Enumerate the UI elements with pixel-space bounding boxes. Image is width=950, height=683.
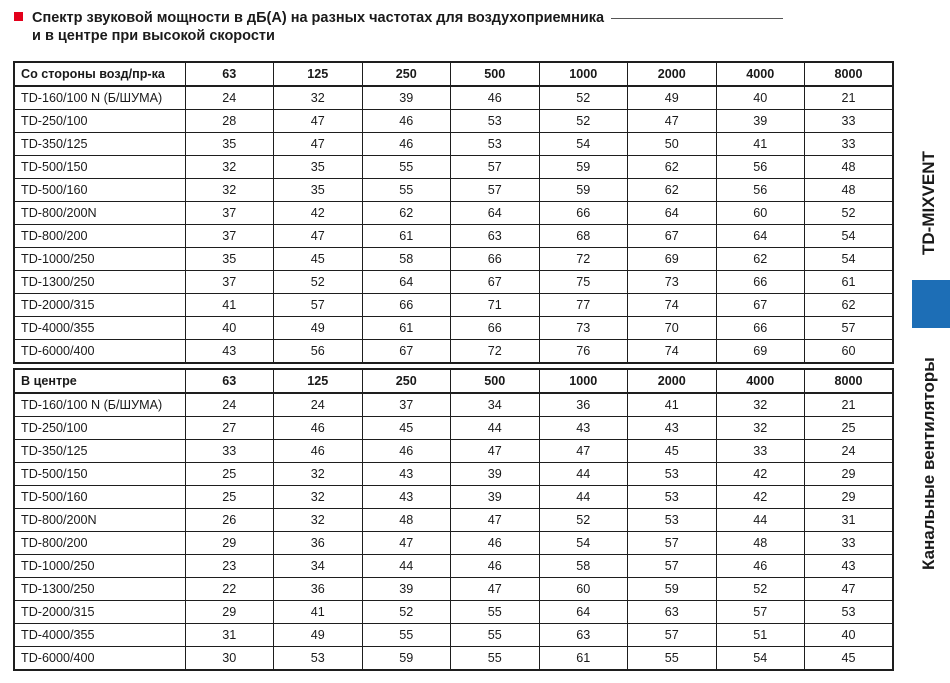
value-cell: 57: [451, 179, 540, 202]
table-row: [14, 86, 893, 110]
header-label: Со стороны возд/пр-ка: [14, 62, 185, 86]
model-cell: TD-500/160: [14, 486, 185, 509]
value-cell: 63: [451, 225, 540, 248]
value-cell: 55: [451, 601, 540, 624]
table-row: [14, 486, 893, 509]
frequency-header: 8000: [805, 369, 894, 393]
value-cell: 47: [274, 110, 363, 133]
value-cell: 55: [362, 179, 451, 202]
value-cell: 67: [362, 340, 451, 364]
table-row: [14, 110, 893, 133]
value-cell: 73: [628, 271, 717, 294]
value-cell: 40: [805, 624, 894, 647]
value-cell: 61: [362, 317, 451, 340]
value-cell: 55: [451, 624, 540, 647]
table-row: [14, 578, 893, 601]
value-cell: 69: [716, 340, 805, 364]
value-cell: 44: [451, 417, 540, 440]
value-cell: 23: [185, 555, 274, 578]
value-cell: 42: [716, 486, 805, 509]
value-cell: 32: [716, 417, 805, 440]
value-cell: 33: [716, 440, 805, 463]
value-cell: 41: [716, 133, 805, 156]
value-cell: 66: [716, 317, 805, 340]
value-cell: 47: [451, 440, 540, 463]
value-cell: 61: [805, 271, 894, 294]
value-cell: 63: [628, 601, 717, 624]
table-row: [14, 133, 893, 156]
value-cell: 33: [805, 133, 894, 156]
frequency-header: 250: [362, 62, 451, 86]
value-cell: 45: [805, 647, 894, 671]
value-cell: 27: [185, 417, 274, 440]
value-cell: 68: [539, 225, 628, 248]
value-cell: 61: [362, 225, 451, 248]
value-cell: 59: [628, 578, 717, 601]
value-cell: 66: [362, 294, 451, 317]
value-cell: 59: [362, 647, 451, 671]
value-cell: 29: [185, 601, 274, 624]
frequency-header: 1000: [539, 369, 628, 393]
value-cell: 67: [628, 225, 717, 248]
model-cell: TD-350/125: [14, 133, 185, 156]
value-cell: 37: [185, 202, 274, 225]
title-line-2: и в центре при высокой скорости: [32, 28, 275, 44]
value-cell: 57: [805, 317, 894, 340]
frequency-header: 4000: [716, 62, 805, 86]
value-cell: 35: [185, 248, 274, 271]
value-cell: 64: [539, 601, 628, 624]
value-cell: 42: [716, 463, 805, 486]
value-cell: 50: [628, 133, 717, 156]
value-cell: 34: [274, 555, 363, 578]
value-cell: 25: [805, 417, 894, 440]
value-cell: 72: [539, 248, 628, 271]
value-cell: 58: [539, 555, 628, 578]
value-cell: 63: [539, 624, 628, 647]
table-row: [14, 532, 893, 555]
value-cell: 43: [185, 340, 274, 364]
value-cell: 46: [451, 555, 540, 578]
section-tab-marker: [912, 280, 950, 328]
value-cell: 45: [362, 417, 451, 440]
value-cell: 77: [539, 294, 628, 317]
value-cell: 55: [362, 156, 451, 179]
value-cell: 74: [628, 294, 717, 317]
value-cell: 67: [716, 294, 805, 317]
table-row: [14, 393, 893, 417]
model-cell: TD-500/150: [14, 156, 185, 179]
value-cell: 35: [274, 179, 363, 202]
value-cell: 43: [539, 417, 628, 440]
value-cell: 37: [185, 225, 274, 248]
value-cell: 60: [716, 202, 805, 225]
value-cell: 24: [274, 393, 363, 417]
value-cell: 59: [539, 156, 628, 179]
value-cell: 60: [539, 578, 628, 601]
side-index: [908, 0, 950, 683]
value-cell: 45: [274, 248, 363, 271]
value-cell: 22: [185, 578, 274, 601]
value-cell: 53: [628, 509, 717, 532]
value-cell: 62: [628, 179, 717, 202]
value-cell: 35: [185, 133, 274, 156]
value-cell: 76: [539, 340, 628, 364]
value-cell: 54: [805, 225, 894, 248]
value-cell: 57: [716, 601, 805, 624]
model-cell: TD-160/100 N (Б/ШУМА): [14, 86, 185, 110]
value-cell: 52: [539, 110, 628, 133]
value-cell: 43: [628, 417, 717, 440]
model-cell: TD-250/100: [14, 110, 185, 133]
value-cell: 48: [805, 179, 894, 202]
value-cell: 26: [185, 509, 274, 532]
value-cell: 44: [539, 486, 628, 509]
category-label: Канальные вентиляторы: [919, 357, 938, 571]
table-row: [14, 202, 893, 225]
value-cell: 21: [805, 393, 894, 417]
spectrum-table-intake: [13, 61, 894, 364]
value-cell: 64: [716, 225, 805, 248]
value-cell: 62: [805, 294, 894, 317]
value-cell: 71: [451, 294, 540, 317]
value-cell: 66: [539, 202, 628, 225]
model-cell: TD-500/160: [14, 179, 185, 202]
value-cell: 56: [716, 156, 805, 179]
value-cell: 39: [362, 86, 451, 110]
frequency-header: 2000: [628, 369, 717, 393]
value-cell: 48: [362, 509, 451, 532]
spectrum-table-center: [13, 368, 894, 671]
value-cell: 43: [362, 463, 451, 486]
value-cell: 25: [185, 486, 274, 509]
value-cell: 45: [628, 440, 717, 463]
value-cell: 24: [185, 393, 274, 417]
value-cell: 37: [362, 393, 451, 417]
table-row: [14, 463, 893, 486]
value-cell: 46: [362, 110, 451, 133]
value-cell: 35: [274, 156, 363, 179]
value-cell: 33: [805, 532, 894, 555]
frequency-header: 4000: [716, 369, 805, 393]
model-cell: TD-2000/315: [14, 294, 185, 317]
value-cell: 34: [451, 393, 540, 417]
value-cell: 72: [451, 340, 540, 364]
table-header-row: [14, 62, 893, 86]
value-cell: 29: [805, 486, 894, 509]
value-cell: 44: [362, 555, 451, 578]
frequency-header: 125: [274, 369, 363, 393]
value-cell: 42: [274, 202, 363, 225]
value-cell: 70: [628, 317, 717, 340]
value-cell: 46: [274, 417, 363, 440]
table-row: [14, 440, 893, 463]
value-cell: 66: [451, 248, 540, 271]
value-cell: 30: [185, 647, 274, 671]
value-cell: 24: [185, 86, 274, 110]
value-cell: 25: [185, 463, 274, 486]
value-cell: 47: [451, 509, 540, 532]
value-cell: 54: [716, 647, 805, 671]
value-cell: 40: [716, 86, 805, 110]
series-label: TD-MIXVENT: [919, 151, 938, 255]
value-cell: 64: [451, 202, 540, 225]
table-row: [14, 509, 893, 532]
value-cell: 48: [805, 156, 894, 179]
value-cell: 52: [539, 86, 628, 110]
table-row: [14, 624, 893, 647]
value-cell: 39: [362, 578, 451, 601]
model-cell: TD-4000/355: [14, 624, 185, 647]
value-cell: 46: [362, 440, 451, 463]
model-cell: TD-250/100: [14, 417, 185, 440]
value-cell: 32: [274, 486, 363, 509]
frequency-header: 2000: [628, 62, 717, 86]
value-cell: 55: [628, 647, 717, 671]
value-cell: 54: [805, 248, 894, 271]
value-cell: 44: [716, 509, 805, 532]
value-cell: 40: [185, 317, 274, 340]
value-cell: 37: [185, 271, 274, 294]
model-cell: TD-6000/400: [14, 340, 185, 364]
model-cell: TD-6000/400: [14, 647, 185, 671]
table-row: [14, 225, 893, 248]
table-row: [14, 294, 893, 317]
value-cell: 49: [628, 86, 717, 110]
value-cell: 55: [451, 647, 540, 671]
model-cell: TD-800/200N: [14, 202, 185, 225]
value-cell: 46: [451, 532, 540, 555]
frequency-header: 8000: [805, 62, 894, 86]
value-cell: 41: [274, 601, 363, 624]
value-cell: 67: [451, 271, 540, 294]
value-cell: 60: [805, 340, 894, 364]
value-cell: 53: [628, 486, 717, 509]
page-title: [14, 9, 894, 45]
value-cell: 29: [185, 532, 274, 555]
model-cell: TD-800/200: [14, 225, 185, 248]
value-cell: 57: [628, 555, 717, 578]
value-cell: 43: [805, 555, 894, 578]
value-cell: 54: [539, 133, 628, 156]
table-row: [14, 179, 893, 202]
value-cell: 52: [274, 271, 363, 294]
value-cell: 57: [274, 294, 363, 317]
value-cell: 33: [185, 440, 274, 463]
value-cell: 32: [274, 86, 363, 110]
value-cell: 57: [451, 156, 540, 179]
value-cell: 28: [185, 110, 274, 133]
title-line-1: Спектр звуковой мощности в дБ(А) на разных частотах для воздухоприемника: [14, 9, 894, 27]
value-cell: 36: [274, 578, 363, 601]
value-cell: 52: [716, 578, 805, 601]
value-cell: 24: [805, 440, 894, 463]
value-cell: 52: [539, 509, 628, 532]
value-cell: 33: [805, 110, 894, 133]
value-cell: 39: [451, 463, 540, 486]
value-cell: 64: [362, 271, 451, 294]
model-cell: TD-800/200: [14, 532, 185, 555]
value-cell: 32: [274, 463, 363, 486]
value-cell: 57: [628, 532, 717, 555]
red-square-icon: [14, 12, 23, 21]
value-cell: 51: [716, 624, 805, 647]
value-cell: 49: [274, 624, 363, 647]
value-cell: 66: [716, 271, 805, 294]
table-row: [14, 555, 893, 578]
value-cell: 47: [539, 440, 628, 463]
value-cell: 53: [451, 110, 540, 133]
table-row: [14, 248, 893, 271]
table-row: [14, 340, 893, 364]
value-cell: 47: [274, 225, 363, 248]
value-cell: 36: [539, 393, 628, 417]
value-cell: 53: [805, 601, 894, 624]
value-cell: 47: [274, 133, 363, 156]
model-cell: TD-1000/250: [14, 248, 185, 271]
frequency-header: 1000: [539, 62, 628, 86]
value-cell: 49: [274, 317, 363, 340]
value-cell: 39: [451, 486, 540, 509]
value-cell: 32: [185, 179, 274, 202]
frequency-header: 500: [451, 62, 540, 86]
value-cell: 53: [628, 463, 717, 486]
value-cell: 39: [716, 110, 805, 133]
value-cell: 66: [451, 317, 540, 340]
value-cell: 57: [628, 624, 717, 647]
value-cell: 43: [362, 486, 451, 509]
value-cell: 61: [539, 647, 628, 671]
model-cell: TD-1300/250: [14, 271, 185, 294]
value-cell: 32: [274, 509, 363, 532]
value-cell: 54: [539, 532, 628, 555]
value-cell: 32: [185, 156, 274, 179]
value-cell: 55: [362, 624, 451, 647]
table-row: [14, 417, 893, 440]
table-row: [14, 647, 893, 671]
frequency-header: 250: [362, 369, 451, 393]
value-cell: 75: [539, 271, 628, 294]
header-label: В центре: [14, 369, 185, 393]
table-row: [14, 317, 893, 340]
value-cell: 62: [362, 202, 451, 225]
value-cell: 58: [362, 248, 451, 271]
frequency-header: 63: [185, 369, 274, 393]
value-cell: 21: [805, 86, 894, 110]
value-cell: 41: [628, 393, 717, 417]
value-cell: 36: [274, 532, 363, 555]
model-cell: TD-2000/315: [14, 601, 185, 624]
model-cell: TD-350/125: [14, 440, 185, 463]
value-cell: 31: [805, 509, 894, 532]
value-cell: 47: [628, 110, 717, 133]
value-cell: 62: [716, 248, 805, 271]
value-cell: 64: [628, 202, 717, 225]
value-cell: 53: [274, 647, 363, 671]
model-cell: TD-500/150: [14, 463, 185, 486]
table-header-row: [14, 369, 893, 393]
model-cell: TD-1000/250: [14, 555, 185, 578]
frequency-header: 125: [274, 62, 363, 86]
value-cell: 69: [628, 248, 717, 271]
value-cell: 74: [628, 340, 717, 364]
value-cell: 73: [539, 317, 628, 340]
table-row: [14, 271, 893, 294]
frequency-header: 63: [185, 62, 274, 86]
value-cell: 59: [539, 179, 628, 202]
value-cell: 46: [451, 86, 540, 110]
model-cell: TD-160/100 N (Б/ШУМА): [14, 393, 185, 417]
title-rule: [611, 18, 783, 19]
value-cell: 47: [362, 532, 451, 555]
value-cell: 48: [716, 532, 805, 555]
table-row: [14, 156, 893, 179]
value-cell: 52: [362, 601, 451, 624]
model-cell: TD-800/200N: [14, 509, 185, 532]
value-cell: 32: [716, 393, 805, 417]
model-cell: TD-1300/250: [14, 578, 185, 601]
value-cell: 53: [451, 133, 540, 156]
value-cell: 46: [716, 555, 805, 578]
value-cell: 52: [805, 202, 894, 225]
frequency-header: 500: [451, 369, 540, 393]
value-cell: 62: [628, 156, 717, 179]
value-cell: 56: [716, 179, 805, 202]
value-cell: 47: [451, 578, 540, 601]
value-cell: 31: [185, 624, 274, 647]
value-cell: 29: [805, 463, 894, 486]
value-cell: 47: [805, 578, 894, 601]
value-cell: 41: [185, 294, 274, 317]
value-cell: 56: [274, 340, 363, 364]
value-cell: 46: [362, 133, 451, 156]
table-row: [14, 601, 893, 624]
value-cell: 46: [274, 440, 363, 463]
model-cell: TD-4000/355: [14, 317, 185, 340]
value-cell: 44: [539, 463, 628, 486]
